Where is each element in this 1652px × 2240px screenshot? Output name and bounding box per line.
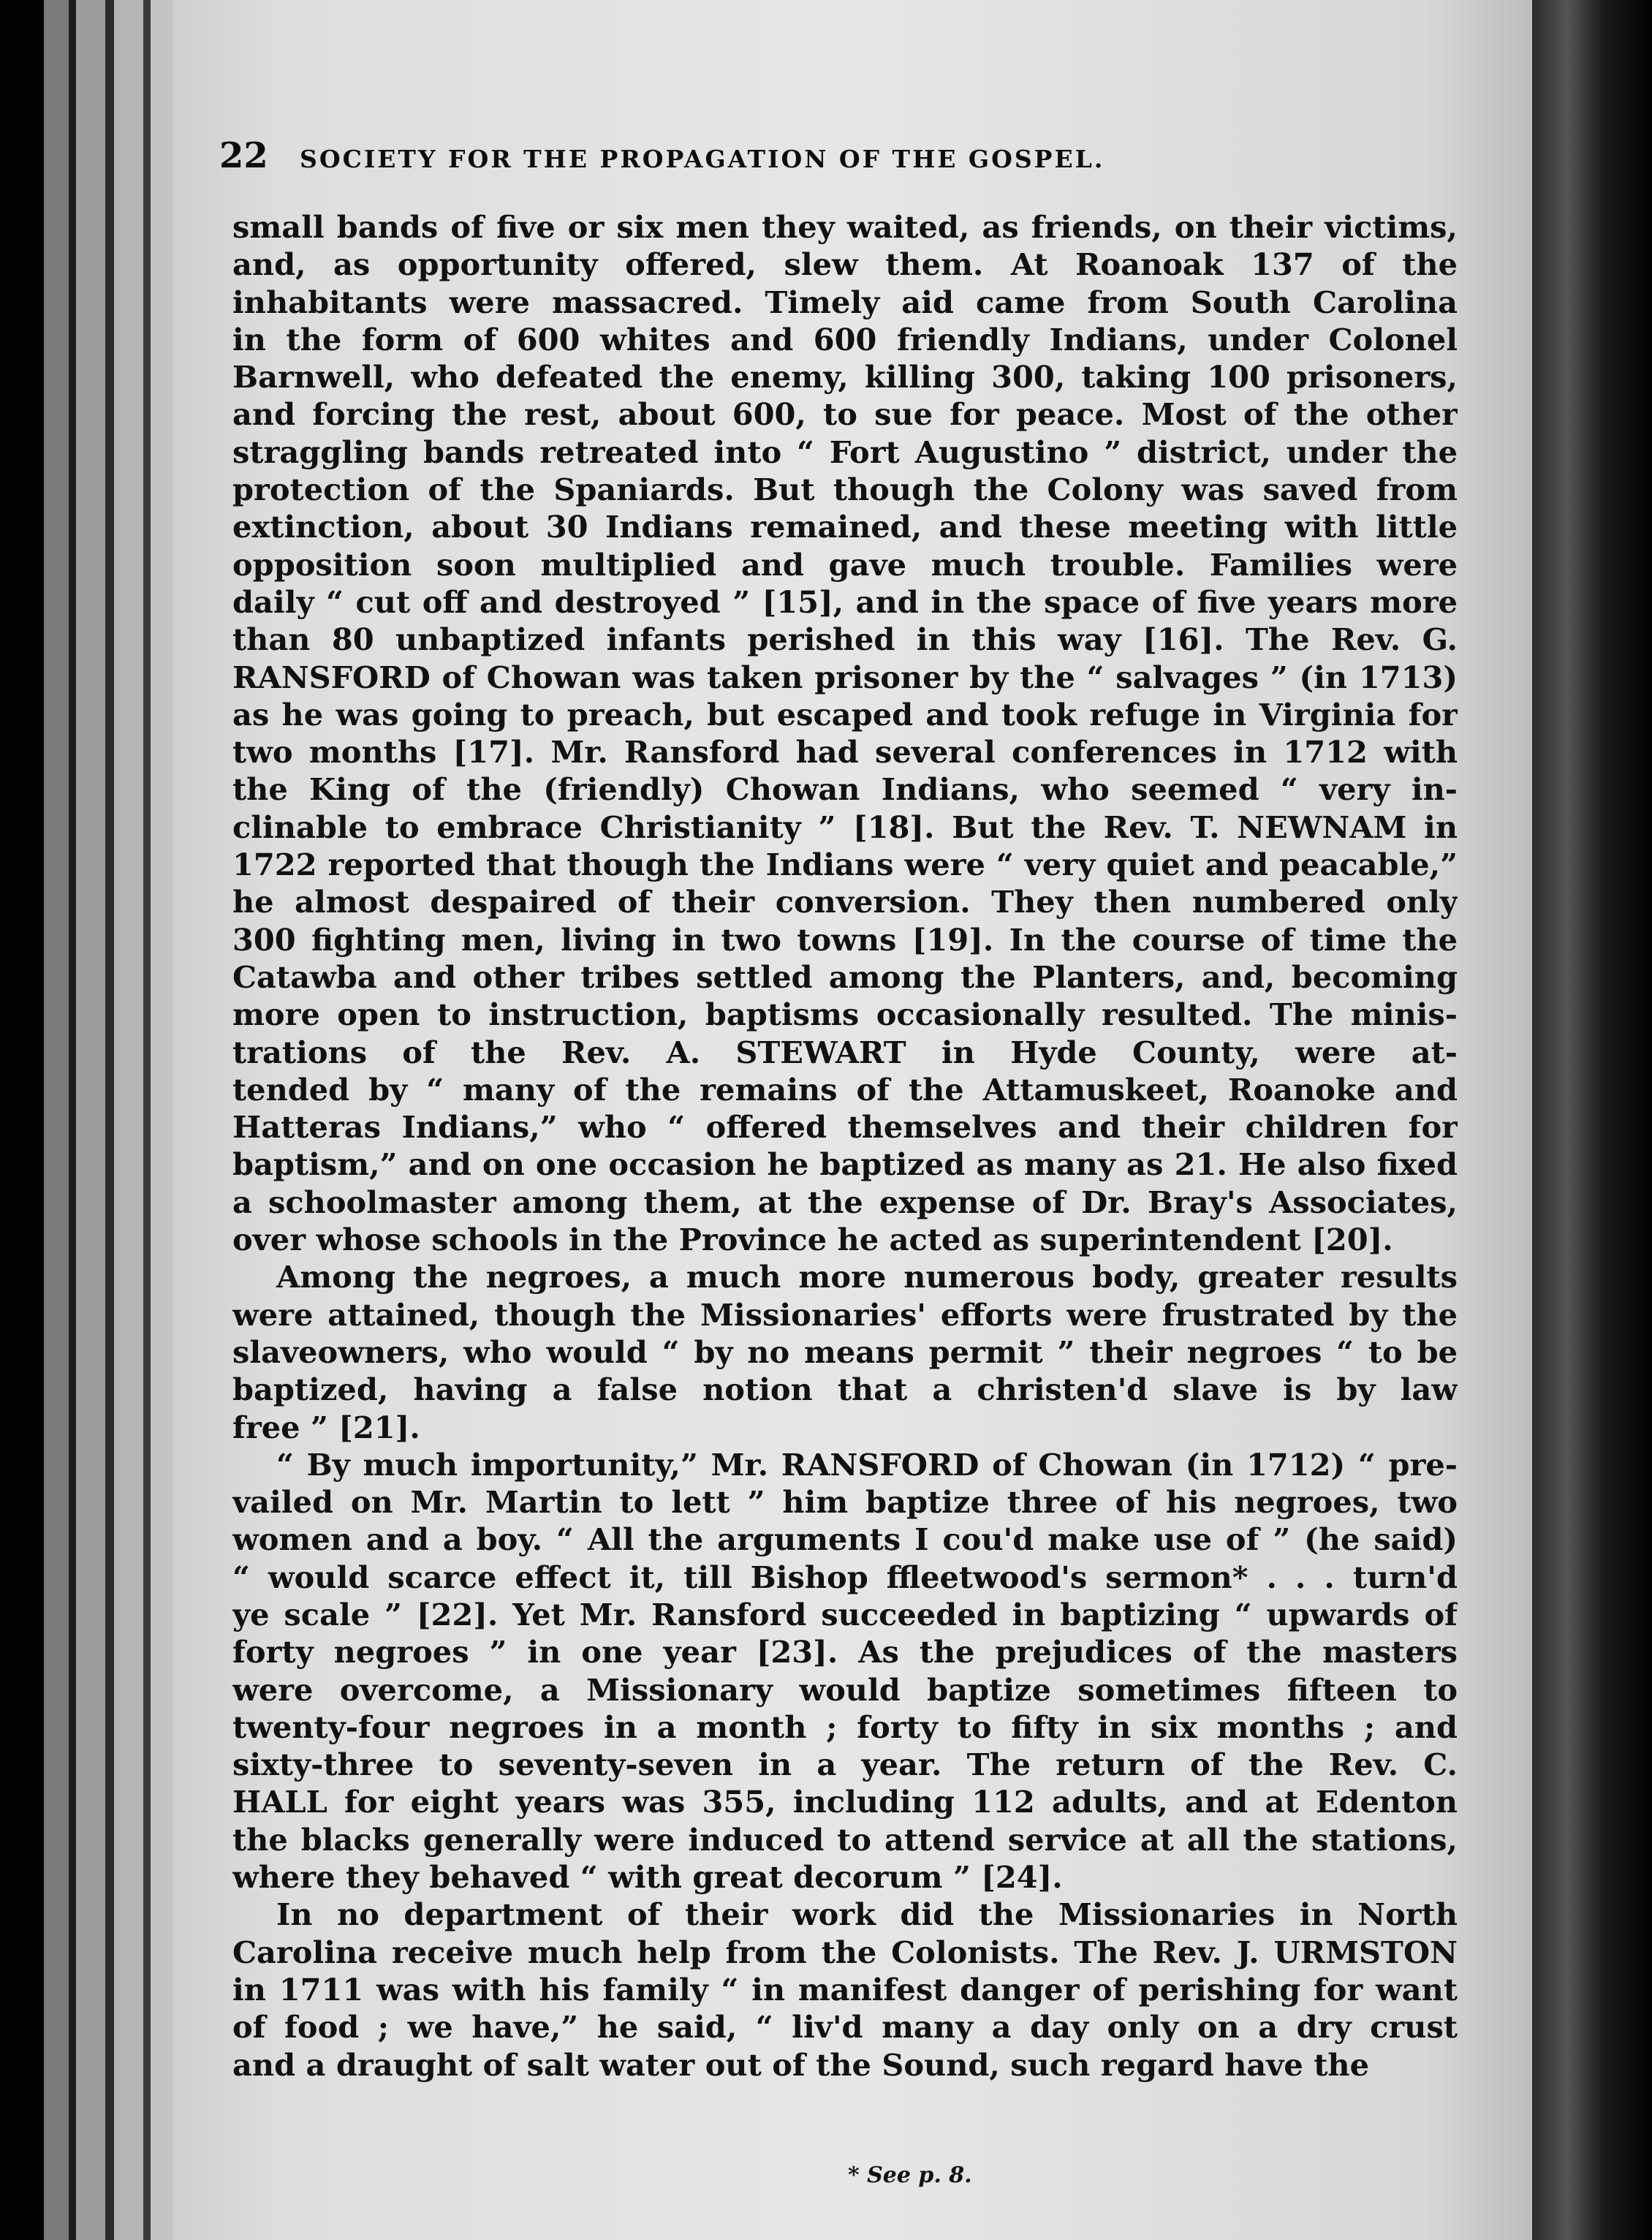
text-line: the blacks generally were induced to attend service at all the stations, [232, 1821, 1458, 1858]
text-line: in 1711 was with his family “ in manifest danger of perishing for want [232, 1971, 1458, 2008]
body-text [232, 208, 1458, 2084]
page-number: 22 [219, 135, 268, 176]
book-edge [105, 0, 114, 2240]
text-line: Carolina receive much help from the Colonists. The Rev. J. URMSTON [232, 1934, 1458, 1970]
text-line: small bands of five or six men they waited, as friends, on their victims, [232, 209, 1458, 245]
text-line: were overcome, a Missionary would baptize sometimes fifteen to [232, 1671, 1458, 1708]
text-line: “ would scarce effect it, till Bishop ffleetwood's sermon* . . . turn'd [232, 1559, 1458, 1595]
text-line: “ By much importunity,” Mr. RANSFORD of Chowan (in 1712) “ pre- [276, 1446, 1458, 1483]
text-line: RANSFORD of Chowan was taken prisoner by the “ salvages ” (in 1713) [232, 659, 1458, 695]
book-edge [114, 0, 143, 2240]
text-line: In no department of their work did the Missionaries in North [276, 1896, 1458, 1933]
text-line: extinction, about 30 Indians remained, and these meeting with little [232, 509, 1458, 545]
text-line: baptism,” and on one occasion he baptized as many as 21. He also fixed [232, 1146, 1458, 1183]
text-line: than 80 unbaptized infants perished in this way [16]. The Rev. G. [232, 621, 1458, 658]
text-line: baptized, having a false notion that a christen'd slave is by law [232, 1371, 1458, 1408]
book-edge [69, 0, 76, 2240]
text-line: Catawba and other tribes settled among the Planters, and, becoming [232, 958, 1458, 995]
text-line: HALL for eight years was 355, including 112 adults, and at Edenton [232, 1784, 1458, 1820]
book-binding [1531, 0, 1652, 2240]
footnote: * See p. 8. [848, 2163, 972, 2188]
book-edge [151, 0, 173, 2240]
text-line: in the form of 600 whites and 600 friendly Indians, under Colonel [232, 321, 1458, 357]
text-line: Barnwell, who defeated the enemy, killing 300, taking 100 prisoners, [232, 359, 1458, 396]
text-line: protection of the Spaniards. But though the Colony was saved from [232, 472, 1458, 508]
text-line: tended by “ many of the remains of the Attamuskeet, Roanoke and [232, 1071, 1458, 1108]
text-line: women and a boy. “ All the arguments I cou'd make use of ” (he said) [232, 1521, 1458, 1558]
text-line: Hatteras Indians,” who “ offered themselves and their children for [232, 1109, 1458, 1146]
text-line: forty negroes ” in one year [23]. As the prejudices of the masters [232, 1634, 1458, 1670]
running-head: SOCIETY FOR THE PROPAGATION OF THE GOSPEL. [300, 145, 1105, 173]
text-line: ye scale ” [22]. Yet Mr. Ransford succeeded in baptizing “ upwards of [232, 1596, 1458, 1632]
text-line: where they behaved “ with great decorum ” [24]. [232, 1859, 1063, 1896]
text-line: the King of the (friendly) Chowan Indians, who seemed “ very in- [232, 771, 1458, 808]
book-edge [76, 0, 105, 2240]
text-line: vailed on Mr. Martin to lett ” him baptize three of his negroes, two [232, 1484, 1458, 1521]
text-line: two months [17]. Mr. Ransford had several conferences in 1712 with [232, 734, 1458, 771]
text-line: trations of the Rev. A. STEWART in Hyde County, were at- [232, 1034, 1458, 1070]
text-line: daily “ cut off and destroyed ” [15], and in the space of five years more [232, 583, 1458, 620]
text-line: twenty-four negroes in a month ; forty to fifty in six months ; and [232, 1709, 1458, 1745]
book-edge [143, 0, 151, 2240]
text-line: were attained, though the Missionaries' efforts were frustrated by the [232, 1296, 1458, 1333]
text-line: more open to instruction, baptisms occasionally resulted. The minis- [232, 996, 1458, 1033]
text-line: 300 fighting men, living in two towns [19]. In the course of time the [232, 921, 1458, 958]
book-edge [44, 0, 69, 2240]
text-line: free ” [21]. [232, 1409, 420, 1445]
text-line: and, as opportunity offered, slew them. At Roanoak 137 of the [232, 246, 1458, 283]
text-line: Among the negroes, a much more numerous body, greater results [276, 1259, 1458, 1295]
text-line: sixty-three to seventy-seven in a year. The return of the Rev. C. [232, 1747, 1458, 1783]
text-line: clinable to embrace Christianity ” [18]. But the Rev. T. NEWNAM in [232, 809, 1458, 845]
page-header [219, 135, 1316, 176]
text-line: 1722 reported that though the Indians were “ very quiet and peacable,” [232, 847, 1458, 883]
text-line: of food ; we have,” he said, “ liv'd many a day only on a dry crust [232, 2009, 1458, 2046]
text-line: as he was going to preach, but escaped and took refuge in Virginia for [232, 696, 1458, 733]
text-line: slaveowners, who would “ by no means permit ” their negroes “ to be [232, 1333, 1458, 1370]
text-line: over whose schools in the Province he acted as superintendent [20]. [232, 1222, 1393, 1258]
text-line: he almost despaired of their conversion. They then numbered only [232, 884, 1458, 920]
text-line: a schoolmaster among them, at the expense of Dr. Bray's Associates, [232, 1184, 1458, 1220]
text-line: straggling bands retreated into “ Fort Augustino ” district, under the [232, 434, 1458, 470]
text-line: inhabitants were massacred. Timely aid came from South Carolina [232, 284, 1458, 320]
text-line: opposition soon multiplied and gave much trouble. Families were [232, 546, 1458, 583]
text-line: and a draught of salt water out of the Sound, such regard have the [232, 2046, 1369, 2083]
text-line: and forcing the rest, about 600, to sue for peace. Most of the other [232, 396, 1458, 433]
